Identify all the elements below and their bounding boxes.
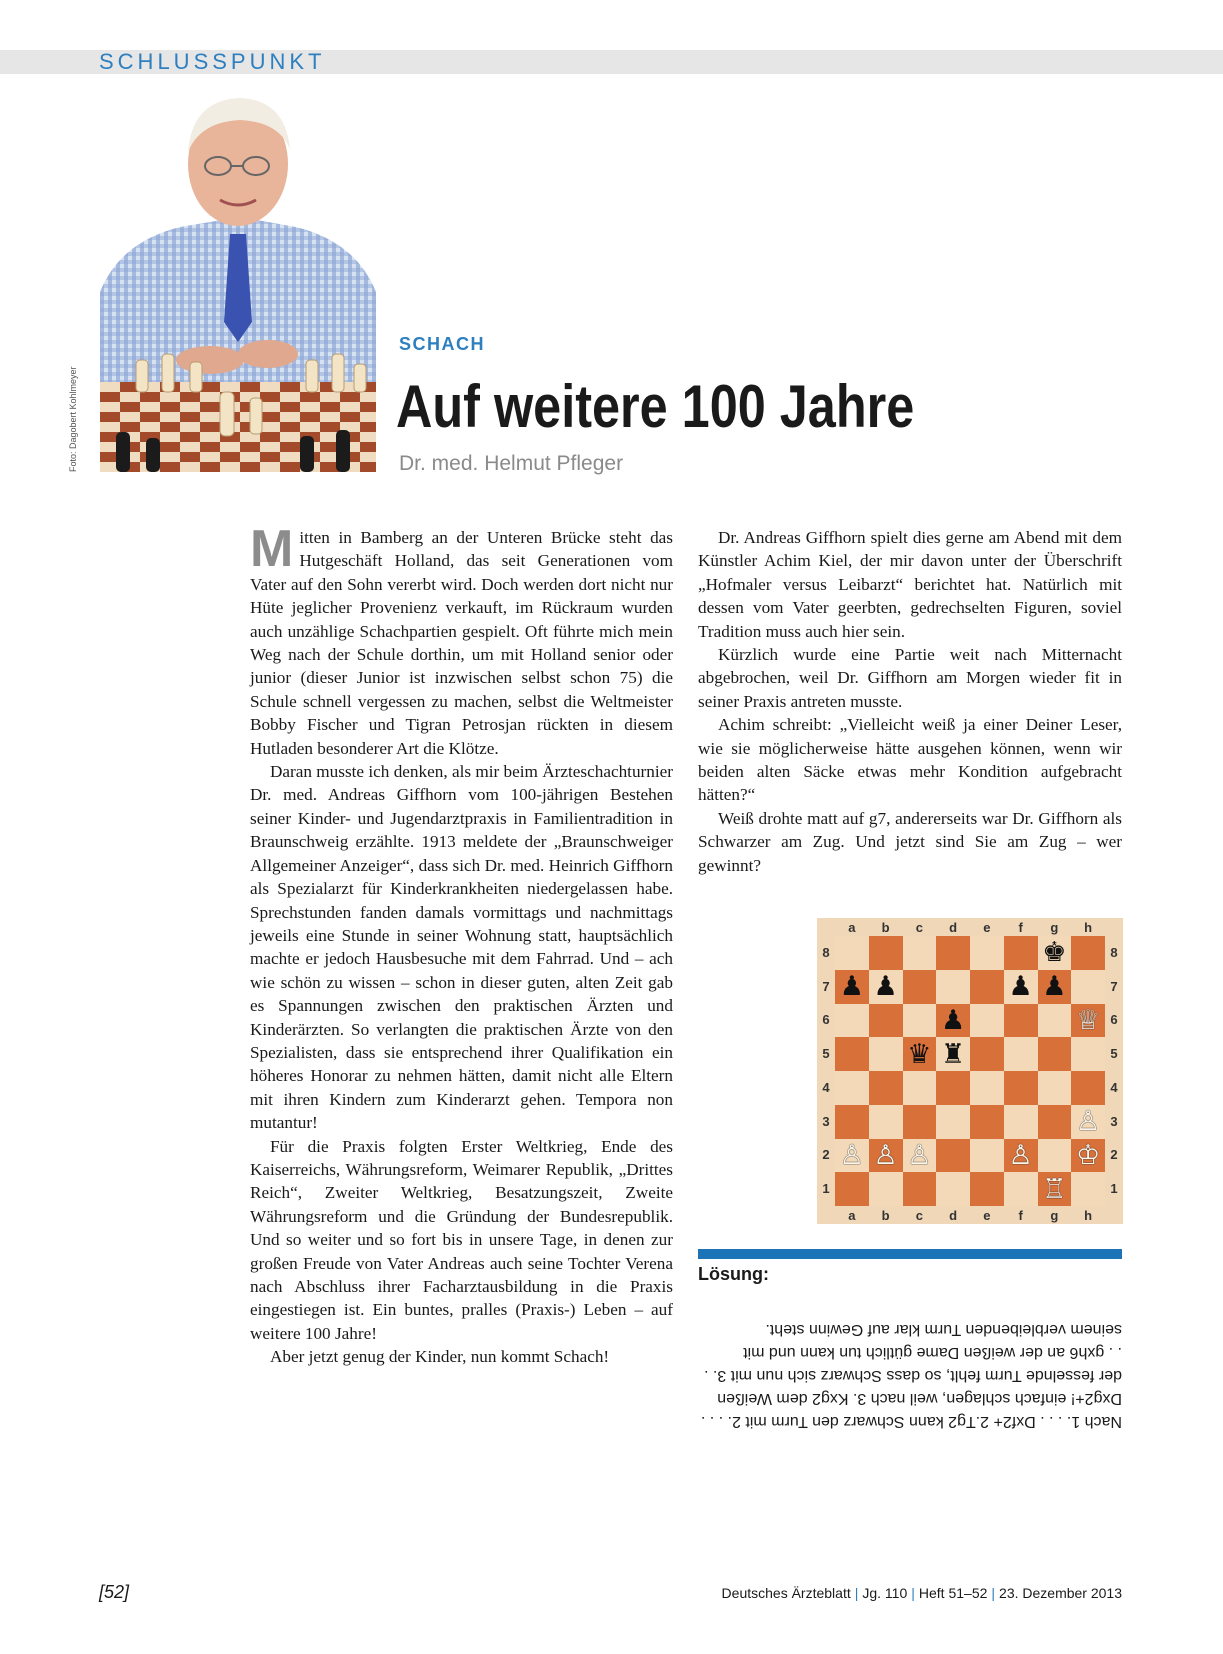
square-e5 [970, 1037, 1004, 1071]
paragraph-1: Mitten in Bamberg an der Unteren Brücke steht das Hutgeschäft Holland, das seit Generationen vom Vater auf den Sohn vererbt wird. Doch werden dort nicht nur Hüte jeglicher Provenienz verkauft, im Rückraum wurden auch unzählige Schachpartien gespielt. Oft führte mich mein Weg nach der Schule dorthin, um mit Holland senior oder junior (dieser Junior ist inzwischen selbst schon 75) die Schule schnell vergessen zu machen, selbst die Weltmeister Bobby Fischer und Tigran Petrosjan rückten in diesem Hutladen besonderer Art die Klötze. [250, 520, 673, 758]
rank-label: 4 [1110, 1079, 1118, 1095]
rank-label: 6 [822, 1012, 830, 1028]
chess-piece: ♜ [941, 1038, 966, 1070]
file-label: d [949, 920, 958, 935]
chess-piece: ♔ [1076, 1139, 1101, 1171]
chess-board [835, 936, 1105, 1206]
square-f4 [1004, 1071, 1038, 1105]
square-c2 [903, 1139, 937, 1173]
file-label: f [1018, 920, 1023, 935]
section-label: SCHLUSSPUNKT [99, 49, 326, 74]
square-a8 [835, 936, 869, 970]
chess-piece: ♙ [1008, 1139, 1033, 1171]
paragraph-8: Weiß drohte matt auf g7, andererseits war Dr. Giffhorn als Schwarzer am Zug. Und jetzt sind Sie am Zug – wer gewinnt? [698, 808, 1122, 875]
photo-credit: Foto: Dagobert Kohlmeyer [68, 366, 78, 472]
file-label: g [1050, 920, 1059, 935]
dropcap: M [250, 520, 294, 578]
journal-name: Deutsches Ärzteblatt [721, 1585, 851, 1601]
square-b2 [869, 1139, 903, 1173]
square-d5 [936, 1037, 970, 1071]
square-f2 [1004, 1139, 1038, 1173]
square-e8 [970, 936, 1004, 970]
square-b3 [869, 1105, 903, 1139]
square-b1 [869, 1172, 903, 1206]
square-h4 [1071, 1071, 1105, 1105]
chess-piece: ♟ [873, 971, 898, 1003]
chess-piece: ♙ [873, 1139, 898, 1171]
square-d3 [936, 1105, 970, 1139]
footer-separator: | [991, 1585, 996, 1601]
square-h2 [1071, 1139, 1105, 1173]
rank-label: 7 [822, 978, 830, 994]
rank-label: 2 [822, 1147, 830, 1163]
square-a4 [835, 1071, 869, 1105]
chess-piece: ♙ [1076, 1106, 1101, 1138]
square-e4 [970, 1071, 1004, 1105]
square-h3 [1071, 1105, 1105, 1139]
paragraph-3: Für die Praxis folgten Erster Weltkrieg, Ende des Kaiserreichs, Währungsreform, Weimarer Republik, „Drittes Reich“, Zweiter Weltkrieg, Besatzungszeit, Zweite Währungsreform und die Gründung der Bundesrepublik. Und so weiter und so fort bis in unsere Tage, in denen zur großen Freude von Vater Andreas auch seine Tochter Verena nach Abschluss ihrer Facharztausbildung in die Praxis eingestiegen ist. Ein buntes, pralles (Praxis-) Leben – auf weitere 100 Jahre! [250, 1136, 673, 1343]
chess-piece: ♛ [907, 1038, 932, 1070]
paragraph-7: Achim schreibt: „Vielleicht weiß ja einer Deiner Leser, wie sie möglicherweise hätte ausgehen können, wenn wir beiden alten Säcke etwas mehr Kondition aufgebracht hätten?“ [698, 715, 1122, 805]
square-a1 [835, 1172, 869, 1206]
square-a6 [835, 1004, 869, 1038]
square-h5 [1071, 1037, 1105, 1071]
square-h8 [1071, 936, 1105, 970]
file-label: h [1084, 1208, 1093, 1223]
square-g8 [1038, 936, 1072, 970]
journal-date: 23. Dezember 2013 [999, 1585, 1122, 1601]
rank-label: 8 [1110, 944, 1118, 960]
square-e6 [970, 1004, 1004, 1038]
paragraph-4: Aber jetzt genug der Kinder, nun kommt Schach! [270, 1347, 610, 1367]
square-d6 [936, 1004, 970, 1038]
file-label: d [949, 1208, 958, 1223]
file-label: h [1084, 920, 1093, 935]
file-label: c [915, 1208, 923, 1223]
file-label: c [915, 920, 923, 935]
square-c7 [903, 970, 937, 1004]
chess-piece: ♟ [1042, 971, 1067, 1003]
paragraph-2: Daran musste ich denken, als mir beim Ärzteschachturnier Dr. med. Andreas Giffhorn vom 100-jährigen Bestehen seiner Kinder- und Jugendarztpraxis in Familientradition in Braunschweig erzählte. 1913 meldete der „Braunschweiger Allgemeiner Anzeiger“, dass sich Dr. med. Heinrich Giffhorn als Spezialarzt für Kinderkrankheiten niedergelassen habe. Sprechstunden fanden damals vormittags und nachmittags jeweils eine Stunde in seiner Wohnung statt, hauptsächlich machte er jedoch Hausbesuche mit dem Fahrrad. Und – ach wie schön zu wissen – schon in dieser guten, alten Zeit gab es Spannungen zwischen den praktischen Ärzten und Kinderärzten. So verlangten die praktischen Ärzte von den Spezialisten, dass sie entsprechend ihrer Qualifikation ein höheres Honorar zu nehmen hätten, damit nicht alle Eltern mit ihren Kindern zum Kinderarzt gehen. Tempora non mutantur! [250, 762, 673, 1133]
square-f8 [1004, 936, 1038, 970]
paragraph-5: Dr. Andreas Giffhorn spielt dies gerne am Abend mit dem Künstler Achim Kiel, der mir davon unter der Überschrift „Hofmaler versus Leibarzt“ berichtet hat. Natürlich mit dessen vom Vater geerbten, gedrechselten Figuren, soviel Tradition muss auch hier sein. [698, 528, 1122, 641]
chess-piece: ♕ [1076, 1004, 1101, 1036]
square-c1 [903, 1172, 937, 1206]
square-c3 [903, 1105, 937, 1139]
article-column-right [698, 526, 1122, 877]
square-d1 [936, 1172, 970, 1206]
square-a2 [835, 1139, 869, 1173]
square-f1 [1004, 1172, 1038, 1206]
square-h1 [1071, 1172, 1105, 1206]
square-h7 [1071, 970, 1105, 1004]
square-b6 [869, 1004, 903, 1038]
square-a3 [835, 1105, 869, 1139]
chess-piece: ♟ [839, 971, 864, 1003]
square-f5 [1004, 1037, 1038, 1071]
rank-label: 7 [1110, 978, 1118, 994]
chess-diagram [817, 918, 1123, 1224]
file-label: f [1018, 1208, 1023, 1223]
article-kicker: SCHACH [399, 334, 486, 354]
chess-piece: ♚ [1042, 937, 1067, 969]
square-g7 [1038, 970, 1072, 1004]
square-g4 [1038, 1071, 1072, 1105]
square-b4 [869, 1071, 903, 1105]
square-e2 [970, 1139, 1004, 1173]
square-g5 [1038, 1037, 1072, 1071]
file-label: b [881, 920, 890, 935]
rank-label: 6 [1110, 1012, 1118, 1028]
square-c6 [903, 1004, 937, 1038]
square-h6 [1071, 1004, 1105, 1038]
solution-rule [698, 1249, 1122, 1259]
square-d8 [936, 936, 970, 970]
chess-piece: ♟ [941, 1004, 966, 1036]
chess-piece: ♟ [1008, 971, 1033, 1003]
rank-label: 8 [822, 944, 830, 960]
paragraph-6: Kürzlich wurde eine Partie weit nach Mitternacht abgebrochen, weil Dr. Giffhorn am Morgen wieder fit in seiner Praxis antreten musste. [698, 645, 1122, 711]
footer-citation [722, 1585, 1122, 1601]
square-g6 [1038, 1004, 1072, 1038]
article-title: Auf weitere 100 Jahre [396, 373, 915, 440]
square-b8 [869, 936, 903, 970]
square-c5 [903, 1037, 937, 1071]
file-label: b [881, 1208, 890, 1223]
square-g2 [1038, 1139, 1072, 1173]
square-b7 [869, 970, 903, 1004]
journal-volume: Jg. 110 [862, 1585, 908, 1601]
square-f6 [1004, 1004, 1038, 1038]
rank-label: 2 [1110, 1147, 1118, 1163]
square-g3 [1038, 1105, 1072, 1139]
square-b5 [869, 1037, 903, 1071]
rank-label: 5 [822, 1046, 830, 1062]
square-d4 [936, 1071, 970, 1105]
rank-label: 5 [1110, 1046, 1118, 1062]
rank-label: 4 [822, 1079, 830, 1095]
article-column-left [250, 520, 673, 1369]
square-d2 [936, 1139, 970, 1173]
rank-label: 1 [822, 1181, 830, 1197]
rank-label: 3 [822, 1113, 830, 1129]
file-label: e [983, 920, 991, 935]
file-label: e [983, 1208, 991, 1223]
solution-text-upside-down: Nach 1. . . . Dxf2+ 2.Tg2 kann Schwarz den Turm mit 2. . . . Dxg2+! einfach schlagen, weil nach 3. Kxg2 dem Weißen der fesselnde Turm fehlt, so dass Schwarz sich nun mit 3. . . . gxh6 an der weißen Dame gütlich tun kann und mit seinem verbleibenden Turm klar auf Gewinn steht. [700, 1321, 1122, 1430]
square-g1 [1038, 1172, 1072, 1206]
square-d7 [936, 970, 970, 1004]
square-f3 [1004, 1105, 1038, 1139]
rank-label: 1 [1110, 1181, 1118, 1197]
author-photo [100, 92, 376, 472]
chess-piece: ♙ [839, 1139, 864, 1171]
footer-separator: | [854, 1585, 859, 1601]
file-label: a [848, 1208, 856, 1223]
square-e3 [970, 1105, 1004, 1139]
chess-piece: ♙ [907, 1139, 932, 1171]
square-a5 [835, 1037, 869, 1071]
page-number: [52] [99, 1582, 130, 1602]
footer-separator: | [911, 1585, 915, 1601]
square-e7 [970, 970, 1004, 1004]
file-label: g [1050, 1208, 1059, 1223]
solution-title: Lösung: [698, 1264, 769, 1284]
square-c4 [903, 1071, 937, 1105]
rank-label: 3 [1110, 1113, 1118, 1129]
square-a7 [835, 970, 869, 1004]
square-f7 [1004, 970, 1038, 1004]
file-label: a [848, 920, 856, 935]
chess-piece: ♖ [1042, 1173, 1067, 1205]
square-e1 [970, 1172, 1004, 1206]
journal-issue: Heft 51–52 [918, 1585, 988, 1601]
square-c8 [903, 936, 937, 970]
article-author: Dr. med. Helmut Pfleger [399, 452, 624, 475]
